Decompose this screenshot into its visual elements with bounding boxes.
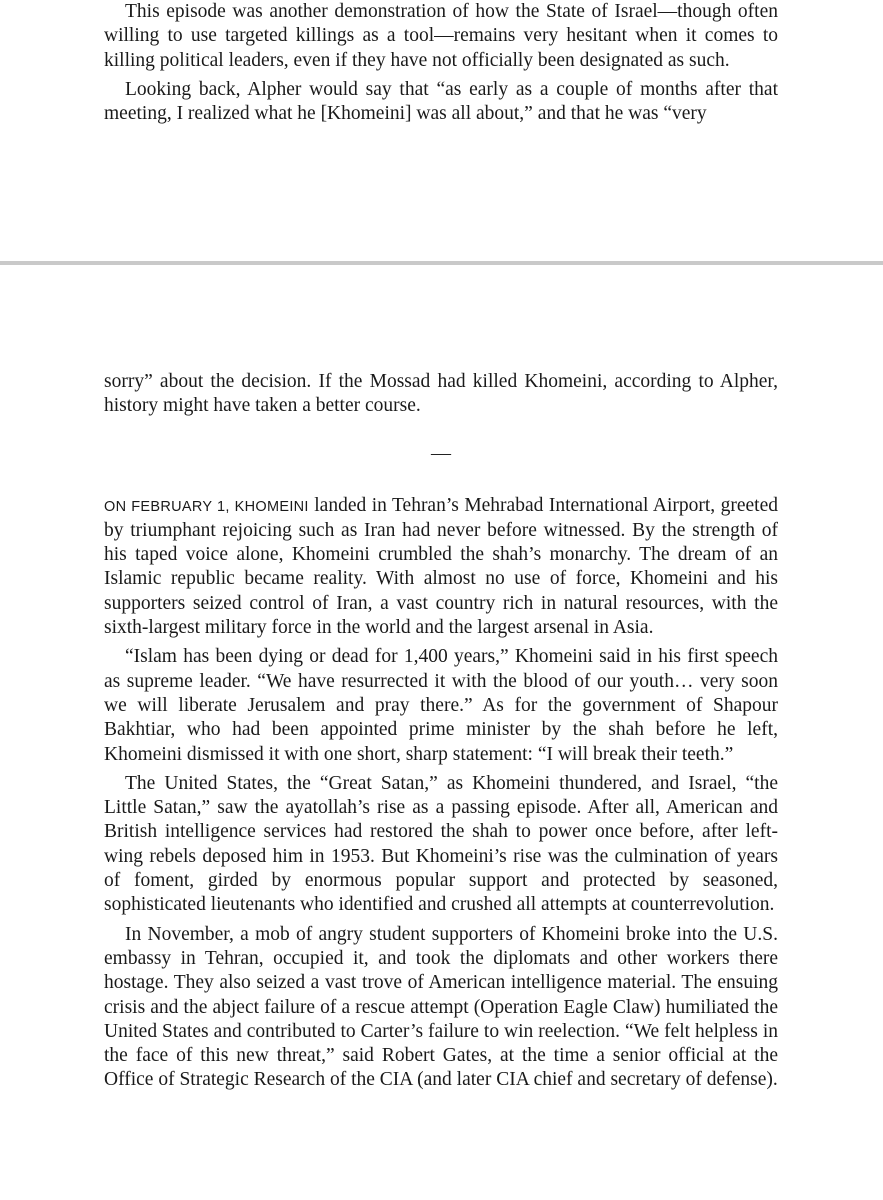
section-break: — (431, 441, 451, 464)
top-page-text (104, 0, 778, 126)
paragraph-great-satan: The United States, the “Great Satan,” as Khomeini thundered, and Israel, “the Little Satan,” saw the ayatollah’s rise as a passing episode. After all, American and British intelligence services had restored the shah to power once before, after left-wing rebels deposed him in 1953. But Khomeini’s rise was the culmination of years of foment, girded by enormous popular support and protected by seasoned, sophisticated lieutenants who identified and crushed all attempts at counterrevolution. (104, 772, 778, 916)
paragraph-continuation: sorry” about the decision. If the Mossad had killed Khomeini, according to Alpher, history might have taken a better course. (104, 371, 778, 417)
paragraph-embassy-hostage: In November, a mob of angry student supporters of Khomeini broke into the U.S. embassy in Tehran, occupied it, and took the diplomats and other workers there hostage. They also seized a vast trove of American intelligence material. The ensuing crisis and the abject failure of a rescue attempt (Operation Eagle Claw) humiliated the United States and contributed to Carter’s failure to win reelection. “We felt helpless in the face of this new threat,” said Robert Gates, at the time a senior official at the Office of Strategic Research of the CIA (and later CIA chief and secretary of defense). (104, 923, 778, 1091)
paragraph-alpher-looking-back: Looking back, Alpher would say that “as early as a couple of months after that meeting, I realized what he [Khomeini] was all about,” and that he was “very (104, 78, 778, 125)
bottom-page-text (104, 370, 778, 1093)
lead-in-caps: ON FEBRUARY 1, KHOMEINI (104, 498, 309, 515)
lead-paragraph-text: landed in Tehran’s Mehrabad International Airport, greeted by triumphant rejoicing such as Iran had never before witnessed. By the strength of his taped voice alone, Khomeini crumbled the shah’s monarchy. The dream of an Islamic republic became reality. With almost no use of force, Khomeini and his supporters seized control of Iran, a vast country rich in natural resources, with the sixth-largest military force in the world and the largest arsenal in Asia. (104, 494, 778, 639)
paragraph-targeted-killings: This episode was another demonstration of how the State of Israel—though often willing to use targeted killings as a tool—remains very hesitant when it comes to killing political leaders, even if they have not officially been designated as such. (104, 1, 778, 71)
paragraph-islam-dying: “Islam has been dying or dead for 1,400 years,” Khomeini said in his first speech as supreme leader. “We have resurrected it with the blood of our youth… very soon we will liberate Jerusalem and pray there.” As for the government of Shapour Bakhtiar, who had been appointed prime minister by the shah before he left, Khomeini dismissed it with one short, sharp statement: “I will break their teeth.” (104, 646, 778, 765)
page-divider (0, 261, 883, 265)
paragraph-khomeini-landed (104, 494, 778, 641)
